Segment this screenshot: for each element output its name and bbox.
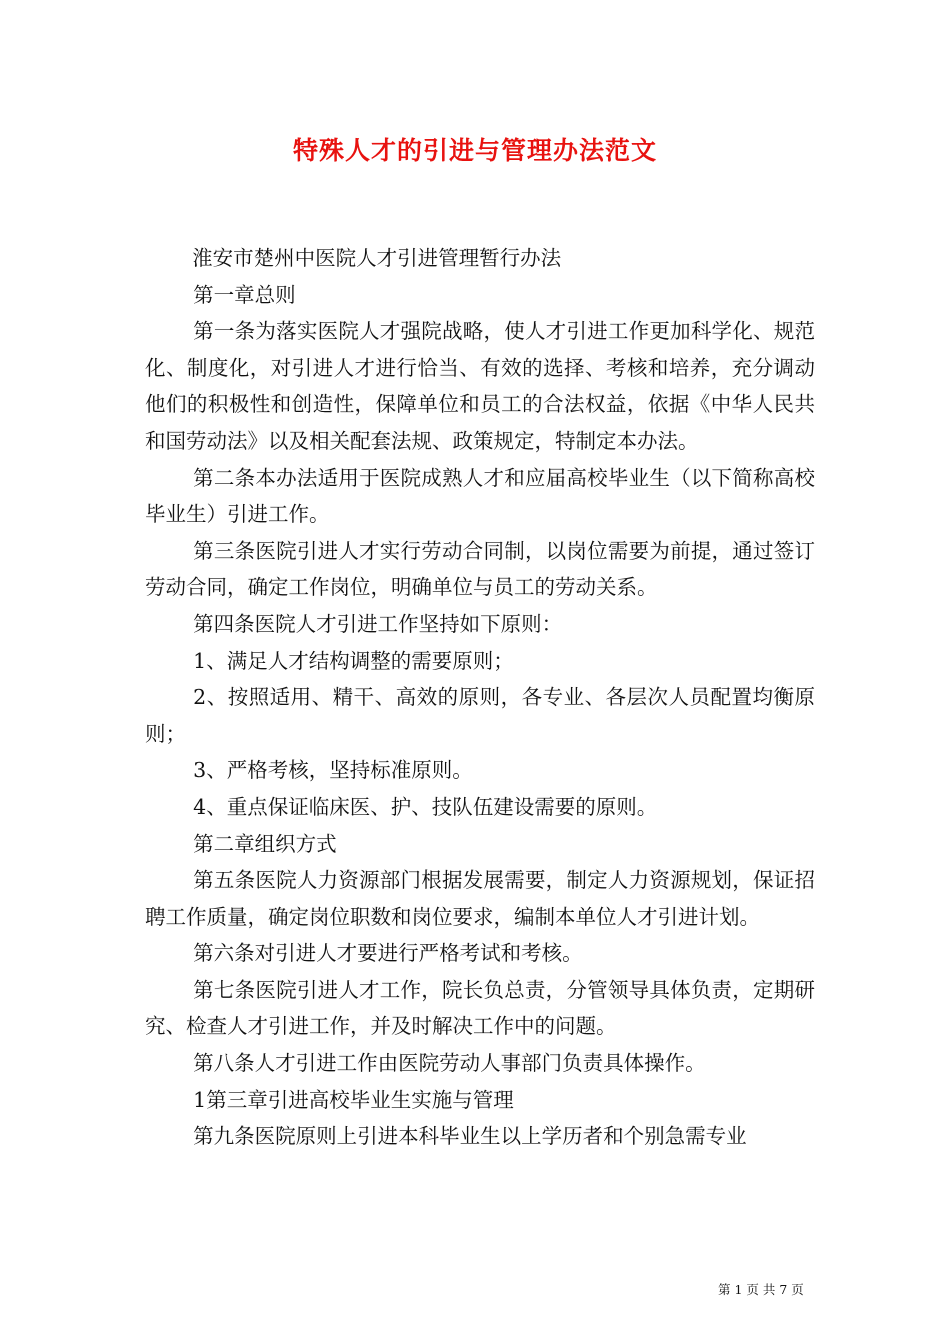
paragraph: 第三条医院引进人才实行劳动合同制，以岗位需要为前提，通过签订劳动合同，确定工作岗位，明确单位与员工的劳动关系。 [145, 538, 815, 600]
list-item: 3、严格考核，坚持标准原则。 [193, 758, 473, 783]
page-footer: 第 1 页 共 7 页 [718, 1282, 804, 1297]
list-item: 1、满足人才结构调整的需要原则； [193, 648, 514, 673]
paragraph: 第七条医院引进人才工作，院长负总责，分管领导具体负责，定期研究、检查人才引进工作，并及时解决工作中的问题。 [145, 977, 815, 1039]
paragraph: 第四条医院人才引进工作坚持如下原则： [193, 611, 563, 636]
paragraph: 第一条为落实医院人才强院战略，使人才引进工作更加科学化、规范化、制度化，对引进人才进行恰当、有效的选择、考核和培养，充分调动他们的积极性和创造性，保障单位和员工的合法权益，依据《中华人民共和国劳动法》以及相关配套法规、政策规定，特制定本办法。 [145, 319, 815, 453]
paragraph: 淮安市楚州中医院人才引进管理暂行办法 [192, 246, 562, 270]
document-title: 特殊人才的引进与管理办法范文 [292, 136, 657, 165]
document-body [145, 240, 815, 1155]
chapter-heading: 第一章总则 [193, 282, 296, 307]
chapter-heading: 第二章组织方式 [193, 831, 337, 856]
paragraph: 第五条医院人力资源部门根据发展需要，制定人力资源规划，保证招聘工作质量，确定岗位职数和岗位要求，编制本单位人才引进计划。 [145, 868, 815, 929]
chapter-heading: 1第三章引进高校毕业生实施与管理 [193, 1087, 514, 1112]
paragraph: 第二条本办法适用于医院成熟人才和应届高校毕业生（以下简称高校毕业生）引进工作。 [145, 465, 815, 527]
paragraph: 第六条对引进人才要进行严格考试和考核。 [193, 941, 583, 966]
list-item: 2、按照适用、精干、高效的原则，各专业、各层次人员配置均衡原则； [145, 685, 815, 746]
list-item: 4、重点保证临床医、护、技队伍建设需要的原则。 [193, 794, 658, 819]
paragraph: 第八条人才引进工作由医院劳动人事部门负责具体操作。 [193, 1051, 706, 1076]
paragraph: 第九条医院原则上引进本科毕业生以上学历者和个别急需专业 [193, 1124, 747, 1149]
